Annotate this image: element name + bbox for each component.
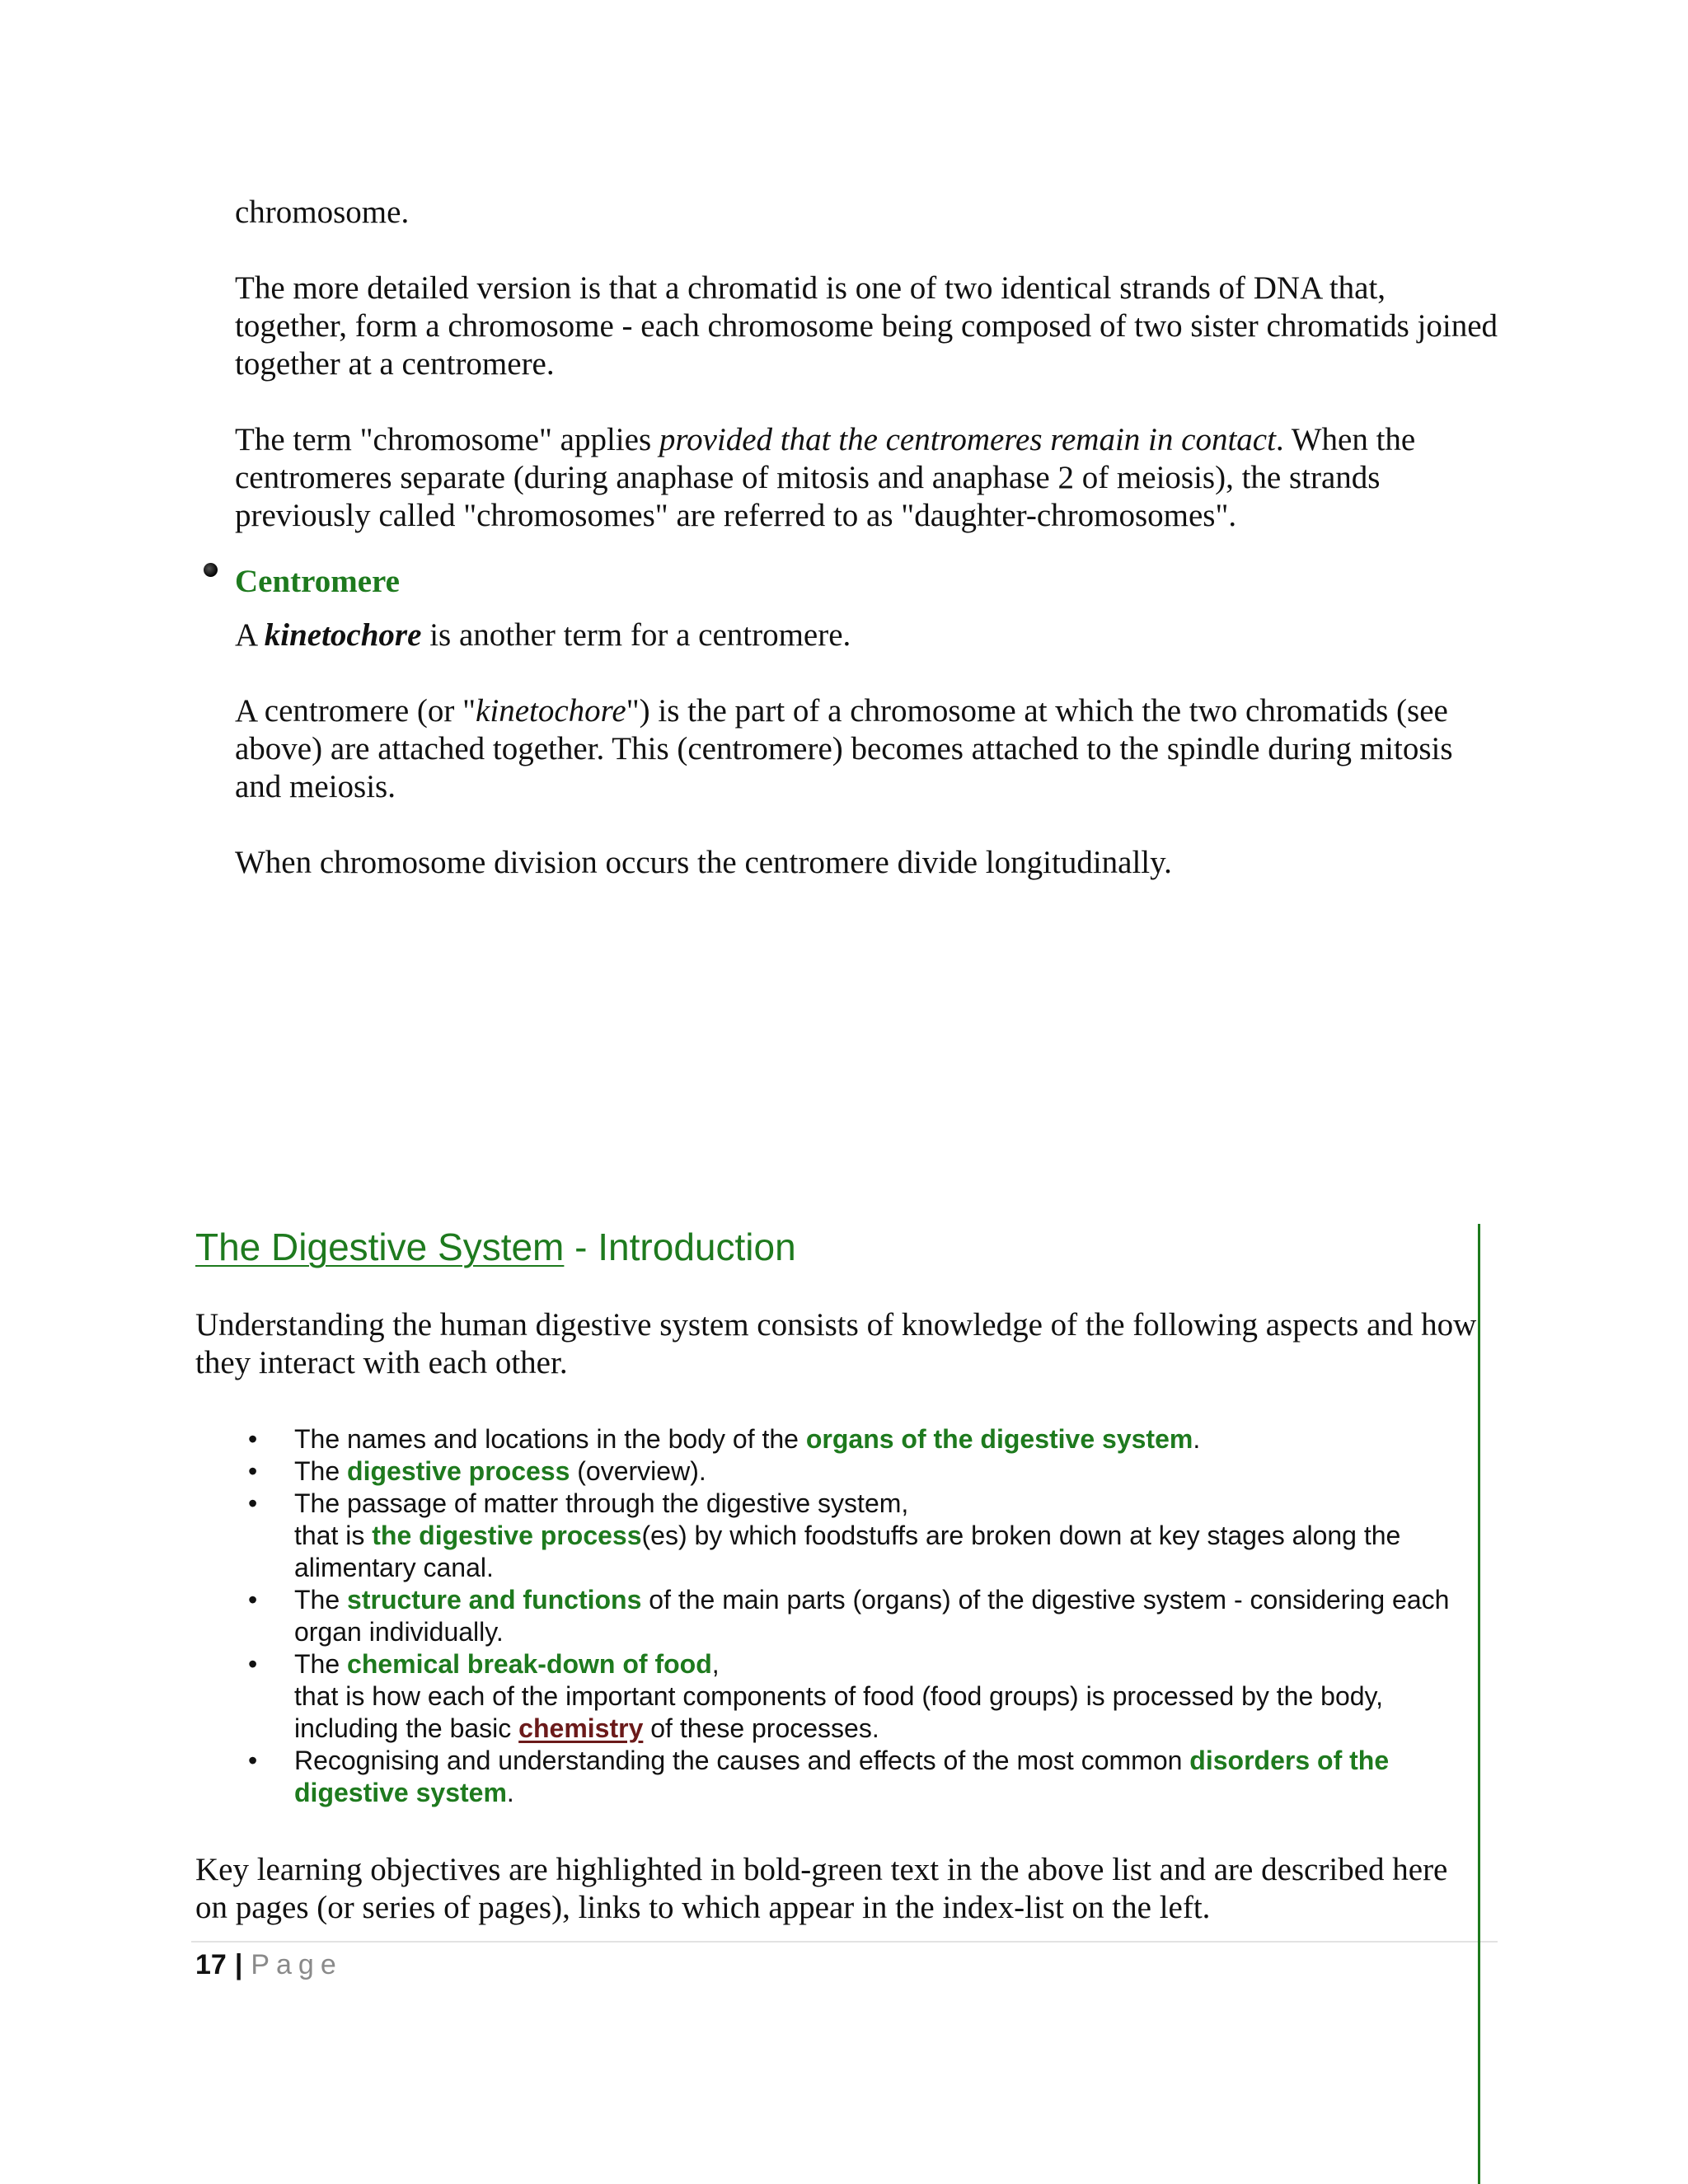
bold-italic-kinetochore: kinetochore <box>264 617 422 653</box>
italic-kinetochore: kinetochore <box>476 693 626 729</box>
link-the-digestive-process[interactable]: the digestive process <box>372 1521 642 1550</box>
aspects-list <box>195 1423 1465 1809</box>
paragraph-detailed-version: The more detailed version is that a chromatid is one of two identical strands of DNA that, together, form a chromosome - each chromosome being composed of two sister chromatids joined together at a centromere. <box>235 270 1498 382</box>
paragraph-centromere-definition: A centromere (or "kinetochore") is the part of a chromosome at which the two chromatids (see above) are attached together. This (centromere) becomes attached to the spindle during mitosis and meiosis. <box>235 693 1453 804</box>
intro-paragraph: Understanding the human digestive system consists of knowledge of the following aspects and how they interact with each other. <box>195 1307 1477 1380</box>
footer-divider <box>191 1941 1498 1943</box>
bullet-icon: • <box>248 1456 258 1486</box>
right-border-line <box>1478 1224 1480 2184</box>
footer-separator: | <box>234 1949 243 1980</box>
bullet-icon: • <box>248 1649 258 1679</box>
bullet-icon: • <box>248 1585 258 1615</box>
list-item: • The names and locations in the body of the organs of the digestive system. <box>248 1424 1201 1454</box>
bullet-icon: • <box>248 1488 258 1518</box>
list-item: • Recognising and understanding the causes and effects of the most common disorders of the digestive system. <box>248 1746 1390 1807</box>
list-item: • The digestive process (overview). <box>248 1456 706 1486</box>
outro-paragraph: Key learning objectives are highlighted in bold-green text in the above list and are described here on pages (or series of pages), links to which appear in the index-list on the left. <box>195 1852 1448 1925</box>
link-chemistry[interactable]: chemistry <box>518 1713 644 1743</box>
italic-centromeres-contact: provided that the centromeres remain in contact <box>659 422 1276 457</box>
link-organs[interactable]: organs of the digestive system <box>805 1424 1193 1454</box>
centromere-heading: Centromere <box>235 564 400 599</box>
bullet-icon: • <box>248 1746 258 1775</box>
section-title: The Digestive System - Introduction <box>195 1226 796 1268</box>
digestive-system-link[interactable]: The Digestive System <box>195 1226 565 1268</box>
link-disorders[interactable]: disorders of the digestive system <box>294 1746 1390 1807</box>
page-footer <box>195 1947 343 1983</box>
bullet-icon: • <box>248 1424 258 1454</box>
chromatid-section <box>235 194 1504 535</box>
centromere-section <box>235 616 1504 920</box>
paragraph-term-chromosome: The term "chromosome" applies provided that the centromeres remain in contact. When the centromeres separate (during anaphase of mitosis and anaphase 2 of meiosis), the strands previously called "chromosomes" are referred to as "daughter-chromosomes". <box>235 422 1416 533</box>
list-item: • The structure and functions of the main parts (organs) of the digestive system - considering each organ individually. <box>248 1585 1450 1647</box>
paragraph-division: When chromosome division occurs the centromere divide longitudinally. <box>235 845 1172 880</box>
bullet-icon <box>204 563 218 577</box>
link-chemical-breakdown[interactable]: chemical break-down of food <box>347 1649 712 1679</box>
link-digestive-process[interactable]: digestive process <box>347 1456 570 1486</box>
list-item: • The passage of matter through the digestive system, that is the digestive process(es) by which foodstuffs are broken down at key stages along the alimentary canal. <box>248 1488 1401 1582</box>
paragraph-kinetochore: A kinetochore is another term for a centromere. <box>235 617 851 653</box>
page-label: Page <box>251 1949 343 1980</box>
paragraph-chromosome-end: chromosome. <box>235 194 410 230</box>
page-number: 17 <box>195 1949 227 1980</box>
list-item: • The chemical break-down of food, that is how each of the important components of food (food groups) is processed by the body, including the basic chemistry of these processes. <box>248 1649 1384 1743</box>
link-structure-functions[interactable]: structure and functions <box>347 1585 642 1615</box>
